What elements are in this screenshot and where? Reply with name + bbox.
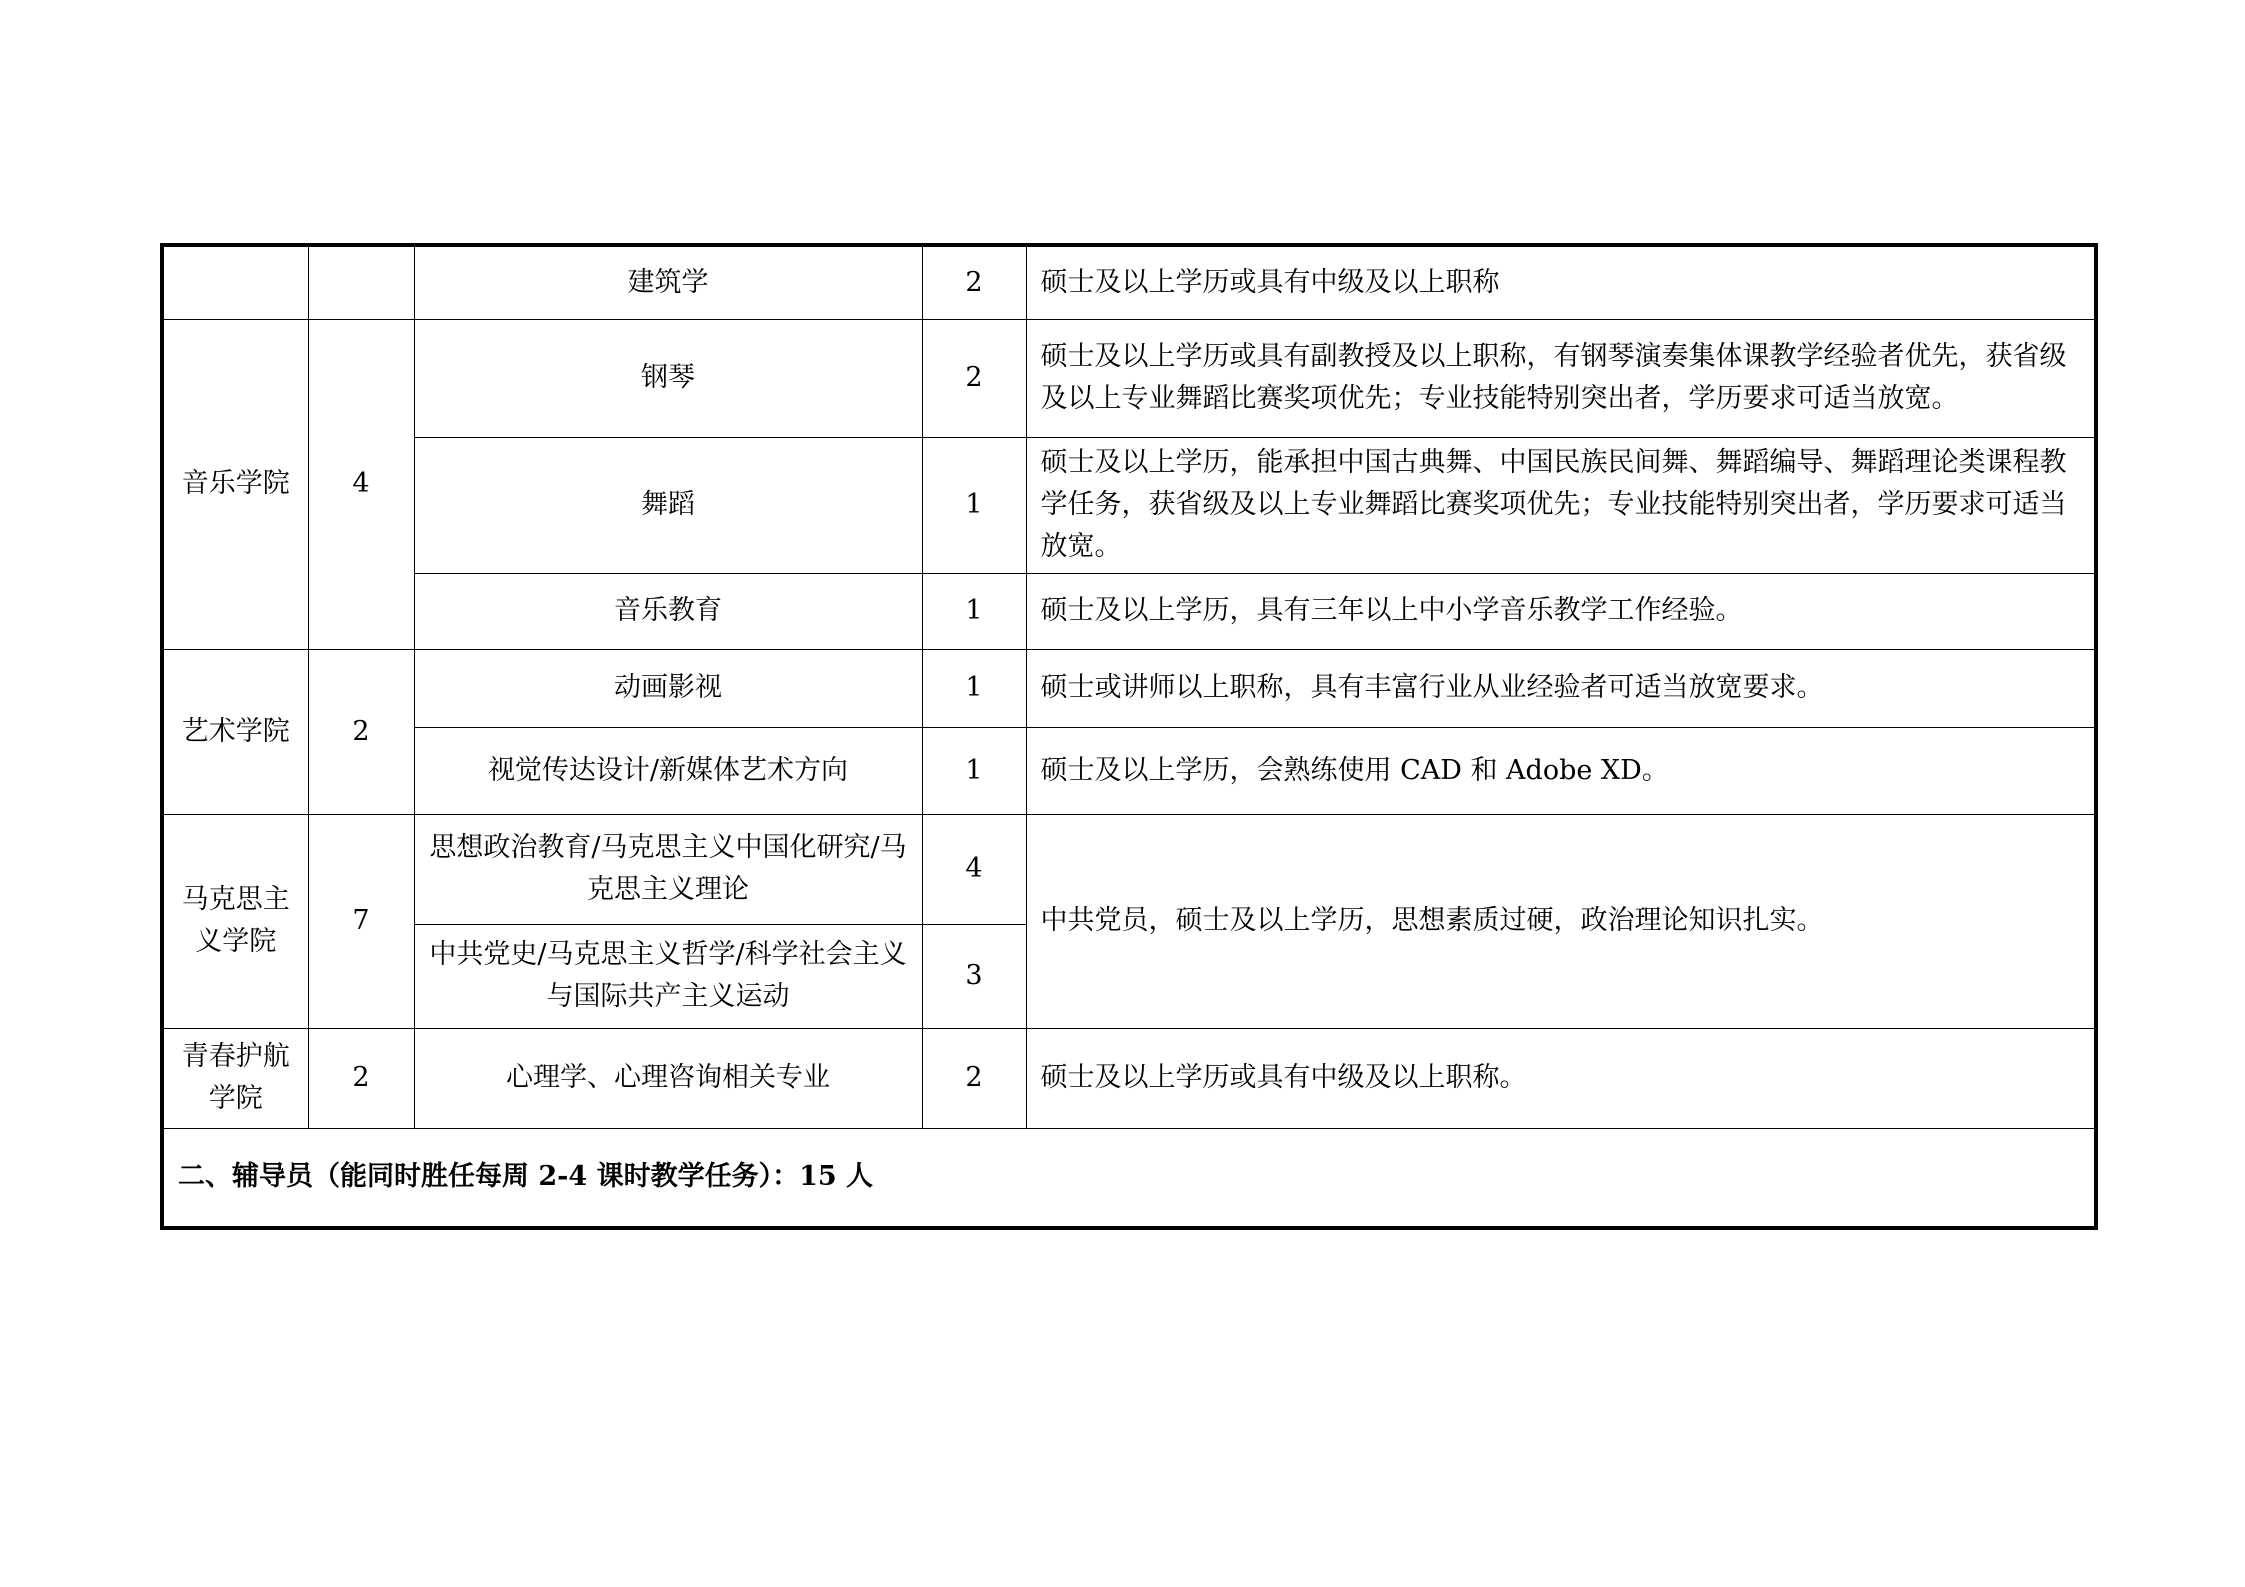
dept-cell [162, 245, 308, 319]
requirement-cell: 硕士及以上学历，会熟练使用 CAD 和 Adobe XD。 [1026, 727, 2096, 814]
table-row [162, 727, 2096, 814]
major-cell: 舞蹈 [414, 437, 922, 573]
table-row [162, 573, 2096, 649]
requirement-cell: 硕士及以上学历或具有中级及以上职称。 [1026, 1028, 2096, 1128]
major-cell: 心理学、心理咨询相关专业 [414, 1028, 922, 1128]
table-row [162, 1028, 2096, 1128]
dept-cell: 音乐学院 [162, 319, 308, 649]
dept-cell: 马克思主义学院 [162, 814, 308, 1028]
section-row [162, 1128, 2096, 1228]
requirement-cell: 中共党员，硕士及以上学历，思想素质过硬，政治理论知识扎实。 [1026, 814, 2096, 1028]
requirement-cell: 硕士及以上学历，能承担中国古典舞、中国民族民间舞、舞蹈编导、舞蹈理论类课程教学任务，获省级及以上专业舞蹈比赛奖项优先；专业技能特别突出者，学历要求可适当放宽。 [1026, 437, 2096, 573]
count-cell: 3 [922, 924, 1026, 1028]
count-cell: 1 [922, 573, 1026, 649]
recruitment-table [160, 243, 2098, 1230]
dept-total-cell: 4 [308, 319, 414, 649]
dept-total-cell: 7 [308, 814, 414, 1028]
table-row [162, 245, 2096, 319]
count-cell: 1 [922, 727, 1026, 814]
requirement-cell: 硕士及以上学历或具有中级及以上职称 [1026, 245, 2096, 319]
count-cell: 1 [922, 437, 1026, 573]
table-row [162, 814, 2096, 924]
count-cell: 4 [922, 814, 1026, 924]
requirement-cell: 硕士或讲师以上职称，具有丰富行业从业经验者可适当放宽要求。 [1026, 649, 2096, 727]
major-cell: 音乐教育 [414, 573, 922, 649]
major-cell: 中共党史/马克思主义哲学/科学社会主义与国际共产主义运动 [414, 924, 922, 1028]
major-cell: 视觉传达设计/新媒体艺术方向 [414, 727, 922, 814]
major-cell: 钢琴 [414, 319, 922, 437]
major-cell: 动画影视 [414, 649, 922, 727]
major-cell: 思想政治教育/马克思主义中国化研究/马克思主义理论 [414, 814, 922, 924]
dept-total-cell [308, 245, 414, 319]
dept-cell: 青春护航学院 [162, 1028, 308, 1128]
table-row [162, 437, 2096, 573]
count-cell: 2 [922, 1028, 1026, 1128]
dept-total-cell: 2 [308, 649, 414, 814]
major-cell: 建筑学 [414, 245, 922, 319]
section-heading: 二、辅导员（能同时胜任每周 2-4 课时教学任务）：15 人 [162, 1128, 2096, 1228]
count-cell: 1 [922, 649, 1026, 727]
requirement-cell: 硕士及以上学历或具有副教授及以上职称，有钢琴演奏集体课教学经验者优先，获省级及以上专业舞蹈比赛奖项优先；专业技能特别突出者，学历要求可适当放宽。 [1026, 319, 2096, 437]
requirement-cell: 硕士及以上学历，具有三年以上中小学音乐教学工作经验。 [1026, 573, 2096, 649]
table-row [162, 649, 2096, 727]
count-cell: 2 [922, 245, 1026, 319]
dept-cell: 艺术学院 [162, 649, 308, 814]
table-row [162, 319, 2096, 437]
count-cell: 2 [922, 319, 1026, 437]
dept-total-cell: 2 [308, 1028, 414, 1128]
